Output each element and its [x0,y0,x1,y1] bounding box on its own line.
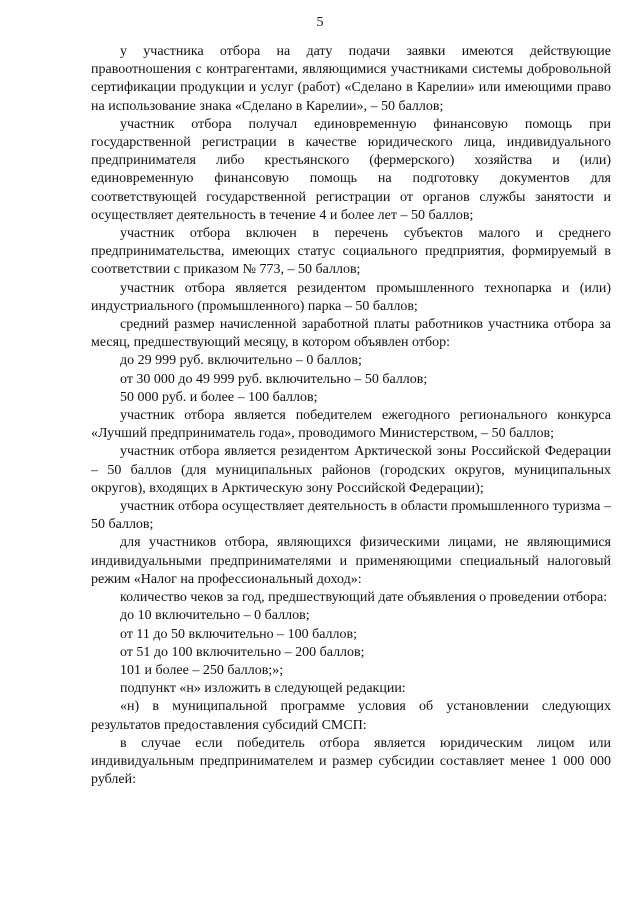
list-item: 101 и более – 250 баллов;»; [120,662,284,678]
list-item: от 30 000 до 49 999 руб. включительно – 50 баллов; [120,371,428,387]
paragraph: для участников отбора, являющихся физическими лицами, не являющимися индивидуальными предпринимателями и применяющими специальный налоговый режим «Налог на профессиональный доход»: [91,535,611,587]
paragraph: средний размер начисленной заработной платы работников участника отбора за месяц, предшествующий месяцу, в котором объявлен отбор: [91,317,611,351]
paragraph: участник отбора является победителем ежегодного регионального конкурса «Лучший предприниматель года», проводимого Министерством, – 50 баллов; [91,408,611,442]
paragraph: участник отбора осуществляет деятельность в области промышленного туризма – 50 баллов; [91,499,611,533]
document-body [91,43,611,789]
paragraph: участник отбора является резидентом промышленного технопарка и (или) индустриального (промышленного) парка – 50 баллов; [91,280,611,314]
paragraph: участник отбора получал единовременную финансовую помощь при государственной регистрации в качестве юридического лица, индивидуального предпринимателя либо крестьянского (фермерского) хозяйства и (или) единовременную финансовую помощь на подготовку документов для соответствующей государственной регистрации от органов службы занятости и осуществляет деятельность в течение 4 и более лет – 50 баллов; [91,116,611,223]
list-item: 50 000 руб. и более – 100 баллов; [120,389,318,405]
page-number: 5 [316,15,324,30]
paragraph: в случае если победитель отбора является юридическим лицом или индивидуальным предпринимателем и размер субсидии составляет менее 1 000 000 рублей: [91,735,611,788]
list-item: до 10 включительно – 0 баллов; [120,608,310,624]
paragraph: подпункт «н» изложить в следующей редакции: [120,681,406,697]
paragraph: «н) в муниципальной программе условия об установлении следующих результатов предоставления субсидий СМСП: [91,699,611,733]
paragraph: у участника отбора на дату подачи заявки имеются действующие правоотношения с контрагентами, являющимися участниками системы добровольной сертификации продукции и услуг (работ) «Сделано в Карелии» или имеющими право на использование знака «Сделано в Карелии», – 50 баллов; [91,44,611,114]
list-item: от 11 до 50 включительно – 100 баллов; [120,626,358,642]
paragraph: участник отбора включен в перечень субъектов малого и среднего предпринимательства, имеющих статус социального предприятия, формируемый в соответствии с приказом № 773, – 50 баллов; [91,226,611,278]
paragraph: участник отбора является резидентом Арктической зоны Российской Федерации – 50 баллов (для муниципальных районов (городских округов, муниципальных округов), входящих в Арктическую зону Российской Федерации); [91,444,611,496]
list-item: от 51 до 100 включительно – 200 баллов; [120,644,365,660]
paragraph: количество чеков за год, предшествующий дате объявления о проведении отбора: [120,590,608,606]
list-item: до 29 999 руб. включительно – 0 баллов; [120,353,362,369]
